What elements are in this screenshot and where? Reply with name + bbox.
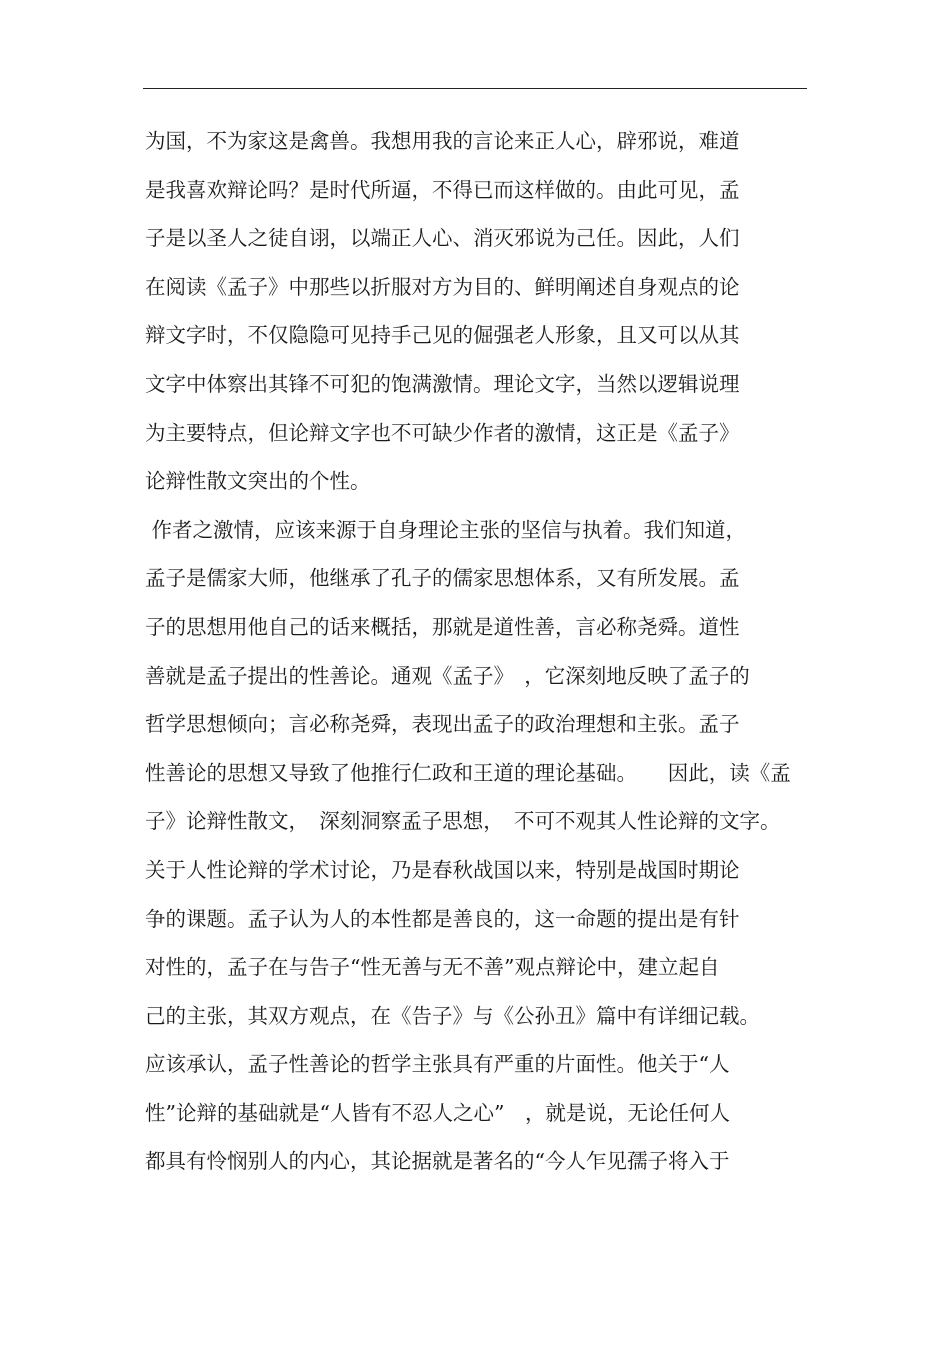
body-text: [145, 121, 805, 1190]
text-line: 性善论的思想又导致了他推行仁政和王道的理论基础。 因此，读《孟: [145, 760, 791, 785]
text-line: 善就是孟子提出的性善论。通观《孟子》 ，它深刻地反映了孟子的: [145, 663, 750, 688]
text-line: 孟子是儒家大师，他继承了孔子的儒家思想体系，又有所发展。孟: [145, 566, 740, 591]
text-line: 是我喜欢辩论吗？是时代所逼，不得已而这样做的。由此可见，孟: [145, 177, 740, 202]
text-line: 应该承认，孟子性善论的哲学主张具有严重的片面性。他关于“人: [145, 1052, 730, 1077]
text-line: 关于人性论辩的学术讨论，乃是春秋战国以来，特别是战国时期论: [145, 857, 740, 882]
text-line: 性”论辩的基础就是“人皆有不忍人之心” ，就是说，无论任何人: [145, 1100, 730, 1125]
text-line: 哲学思想倾向；言必称尧舜，表现出孟子的政治理想和主张。孟子: [145, 712, 740, 737]
text-line: 作者之激情，应该来源于自身理论主张的坚信与执着。我们知道，: [145, 517, 747, 542]
text-line: 己的主张，其双方观点，在《告子》与《公孙丑》篇中有详细记载。: [145, 1003, 760, 1028]
text-line: 为国，不为家这是禽兽。我想用我的言论来正人心，辟邪说，难道: [145, 129, 740, 153]
text-line: 辩文字时，不仅隐隐可见持手己见的倔强老人形象，且又可以从其: [145, 323, 740, 348]
text-line: 对性的，孟子在与告子“性无善与无不善”观点辩论中，建立起自: [145, 955, 720, 980]
text-line: 都具有怜悯别人的内心，其论据就是著名的“今人乍见孺子将入于: [145, 1149, 730, 1174]
header-rule: [143, 88, 807, 89]
text-line: 争的课题。孟子认为人的本性都是善良的，这一命题的提出是有针: [145, 906, 740, 931]
text-line: 子是以圣人之徒自诩，以端正人心、消灭邪说为己任。因此，人们: [145, 226, 740, 251]
text-line: 子》论辩性散文， 深刻洞察孟子思想， 不可不观其人性论辩的文字。: [145, 809, 781, 834]
text-line: 子的思想用他自己的话来概括，那就是道性善，言必称尧舜。道性: [145, 614, 740, 639]
text-line: 为主要特点，但论辩文字也不可缺少作者的激情，这正是《孟子》: [145, 420, 740, 445]
text-line: 文字中体察出其锋不可犯的饱满激情。理论文字，当然以逻辑说理: [145, 371, 740, 396]
text-line: 论辩性散文突出的个性。: [145, 469, 371, 494]
text-line: 在阅读《孟子》中那些以折服对方为目的、鲜明阐述自身观点的论: [145, 274, 740, 299]
